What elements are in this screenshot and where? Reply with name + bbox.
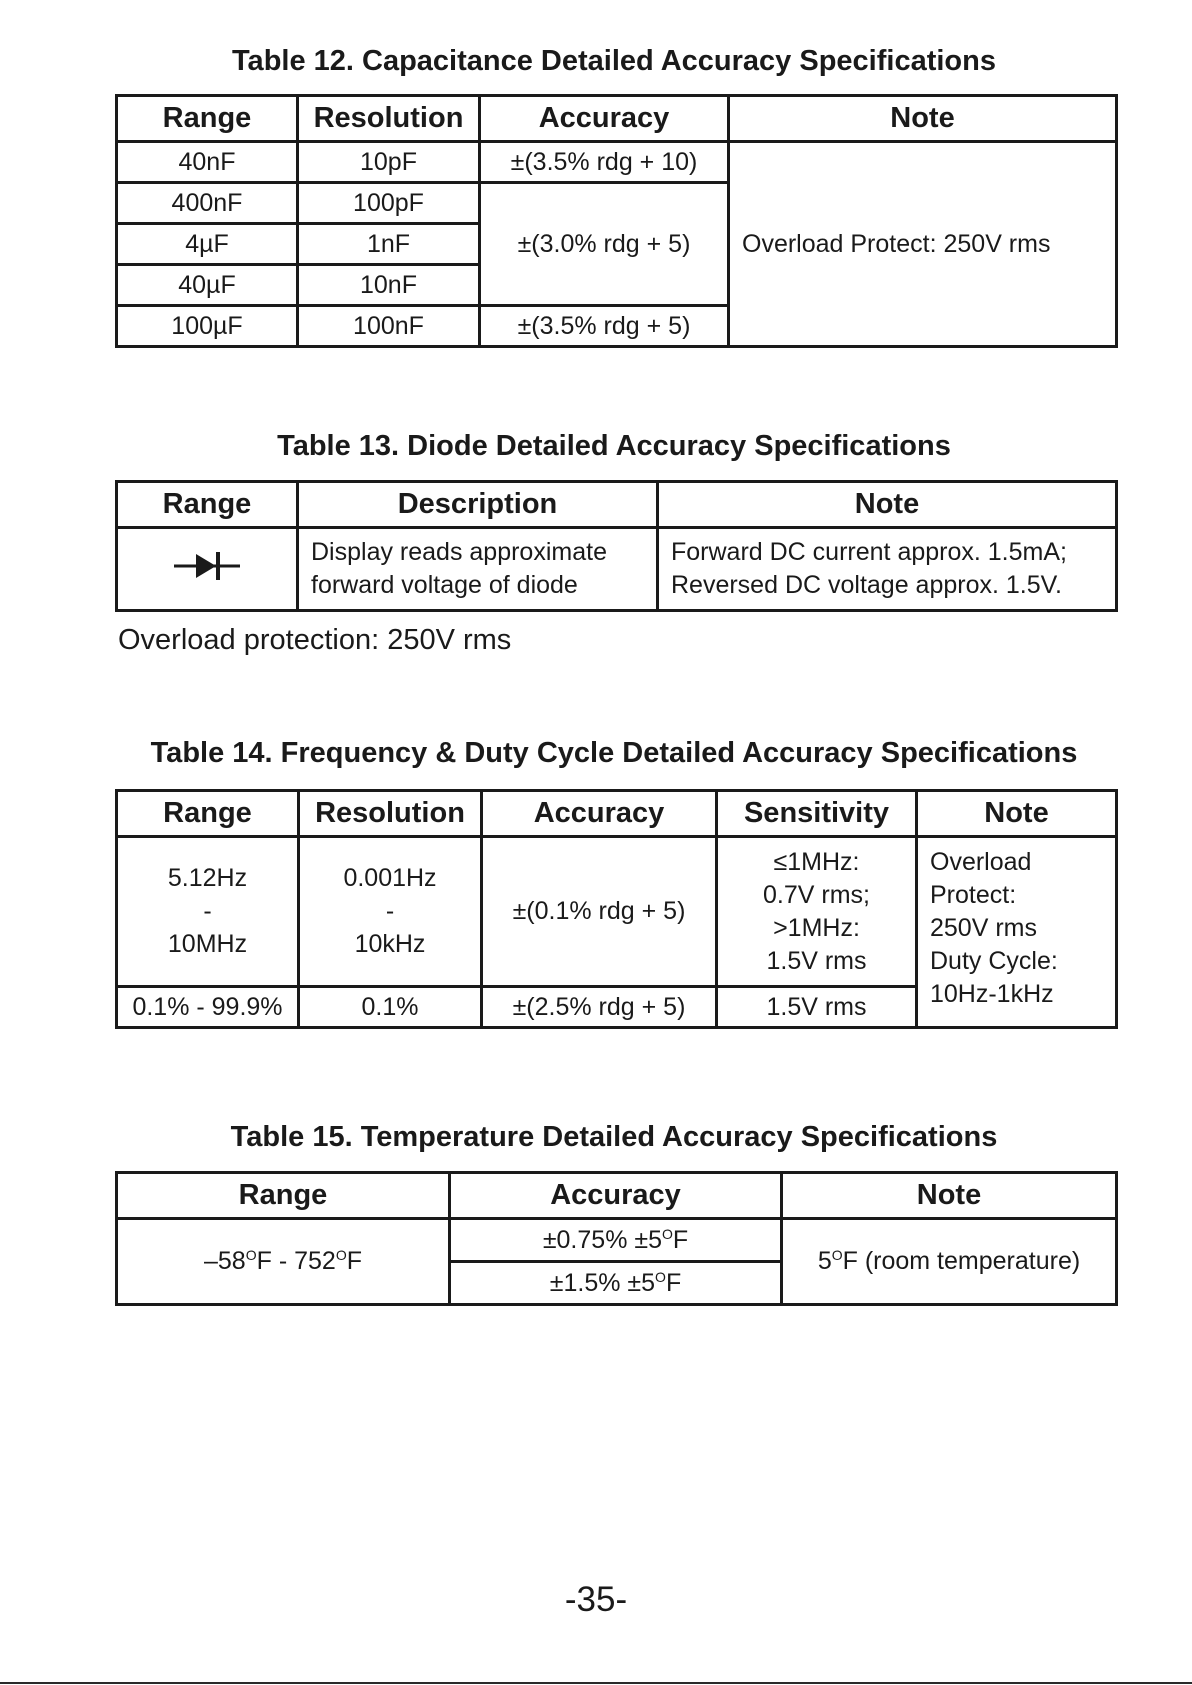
table14-title: Table 14. Frequency & Duty Cycle Detailed Accuracy Specifications bbox=[150, 737, 1078, 769]
table15-temperature bbox=[115, 1171, 1118, 1306]
accuracy-text: ±1.5% ±5 bbox=[549, 1268, 656, 1297]
table14-resolution-line: 0.001Hz bbox=[343, 864, 437, 892]
diode-symbol-icon bbox=[172, 546, 242, 586]
table14-range-line: 10MHz bbox=[167, 930, 248, 958]
table12-range-cell: 100µF bbox=[117, 306, 298, 347]
table-row bbox=[117, 528, 1117, 611]
table12-title: Table 12. Capacitance Detailed Accuracy Specifications bbox=[232, 45, 996, 77]
table14-sensitivity-cell bbox=[717, 837, 917, 987]
table13-note-cell bbox=[658, 528, 1117, 611]
degree-mark: O bbox=[245, 1247, 257, 1263]
table-row bbox=[117, 1219, 1117, 1262]
table14-note-line: 250V rms bbox=[930, 914, 1037, 942]
degree-mark: O bbox=[335, 1247, 347, 1263]
unit-text: F bbox=[672, 1225, 689, 1254]
table12-resolution-cell: 100pF bbox=[298, 183, 480, 224]
table12-resolution-cell: 10pF bbox=[298, 142, 480, 183]
table12-resolution-cell: 10nF bbox=[298, 265, 480, 306]
accuracy-text: ±0.75% ±5 bbox=[542, 1225, 662, 1254]
table12-resolution-cell: 100nF bbox=[298, 306, 480, 347]
table12-range-cell: 40nF bbox=[117, 142, 298, 183]
table13-header-note: Note bbox=[658, 482, 1117, 528]
bottom-rule bbox=[0, 1682, 1192, 1684]
table15-title: Table 15. Temperature Detailed Accuracy Specifications bbox=[230, 1121, 998, 1153]
table15-accuracy-cell bbox=[450, 1219, 782, 1262]
table13-overload-note: Overload protection: 250V rms bbox=[118, 624, 512, 656]
degree-mark: O bbox=[655, 1268, 666, 1285]
table12-header-resolution: Resolution bbox=[298, 96, 480, 142]
degree-mark: O bbox=[662, 1225, 673, 1242]
table15-accuracy-cell bbox=[450, 1262, 782, 1305]
table15-note-cell bbox=[782, 1219, 1117, 1305]
table13-description-line: forward voltage of diode bbox=[311, 571, 578, 599]
table14-sensitivity-cell: 1.5V rms bbox=[717, 987, 917, 1028]
table12-range-cell: 4µF bbox=[117, 224, 298, 265]
table15-range-cell bbox=[117, 1219, 450, 1305]
table13-description-line: Display reads approximate bbox=[311, 538, 607, 566]
table14-header-sensitivity: Sensitivity bbox=[717, 791, 917, 837]
table13-header-description: Description bbox=[298, 482, 658, 528]
table12-accuracy-cell: ±(3.5% rdg + 10) bbox=[480, 142, 729, 183]
table12-note-cell: Overload Protect: 250V rms bbox=[729, 142, 1117, 347]
table14-header-range: Range bbox=[117, 791, 299, 837]
table12-range-cell: 40µF bbox=[117, 265, 298, 306]
table-row bbox=[117, 837, 1117, 987]
table13-range-cell bbox=[117, 528, 298, 611]
table14-resolution-line: - bbox=[385, 897, 395, 925]
table-row bbox=[117, 142, 1117, 183]
range-text: F bbox=[346, 1247, 362, 1275]
note-text: 5 bbox=[817, 1247, 832, 1275]
unit-text: F bbox=[665, 1268, 682, 1297]
table14-range-line: 5.12Hz bbox=[167, 864, 248, 892]
table14-note-cell bbox=[917, 837, 1117, 1028]
table12-capacitance bbox=[115, 94, 1118, 348]
table15-header-accuracy: Accuracy bbox=[450, 1173, 782, 1219]
table14-resolution-line: 10kHz bbox=[354, 930, 426, 958]
table14-header-resolution: Resolution bbox=[299, 791, 482, 837]
degree-mark: O bbox=[831, 1247, 843, 1263]
table14-note-line: 10Hz-1kHz bbox=[930, 980, 1054, 1008]
table14-sensitivity-line: 0.7V rms; bbox=[763, 880, 870, 909]
table12-accuracy-cell: ±(3.5% rdg + 5) bbox=[480, 306, 729, 347]
table14-note-line: Overload bbox=[930, 848, 1032, 876]
table14-note-line: Duty Cycle: bbox=[930, 947, 1058, 975]
table13-title: Table 13. Diode Detailed Accuracy Specifications bbox=[277, 430, 951, 462]
table14-header-note: Note bbox=[917, 791, 1117, 837]
table14-resolution-cell bbox=[299, 837, 482, 987]
table14-header-accuracy: Accuracy bbox=[482, 791, 717, 837]
table14-note-line: Protect: bbox=[930, 881, 1017, 909]
table12-header-note: Note bbox=[729, 96, 1117, 142]
table12-accuracy-cell: ±(3.0% rdg + 5) bbox=[480, 183, 729, 306]
table14-sensitivity-line: >1MHz: bbox=[773, 913, 860, 942]
table14-resolution-cell: 0.1% bbox=[299, 987, 482, 1028]
table13-diode bbox=[115, 480, 1118, 612]
table13-description-cell bbox=[298, 528, 658, 611]
page-number: -35- bbox=[564, 1580, 628, 1619]
table12-header-range: Range bbox=[117, 96, 298, 142]
table12-resolution-cell: 1nF bbox=[298, 224, 480, 265]
table15-header-note: Note bbox=[782, 1173, 1117, 1219]
table14-range-cell: 0.1% - 99.9% bbox=[117, 987, 299, 1028]
table14-range-line: - bbox=[203, 897, 212, 925]
table14-frequency bbox=[115, 789, 1118, 1029]
table13-note-line: Reversed DC voltage approx. 1.5V. bbox=[671, 571, 1062, 599]
table12-header-accuracy: Accuracy bbox=[480, 96, 729, 142]
note-text: F (room temperature) bbox=[842, 1247, 1081, 1275]
table12-range-cell: 400nF bbox=[117, 183, 298, 224]
range-text: –58 bbox=[204, 1247, 246, 1275]
range-text: F - 752 bbox=[256, 1247, 336, 1275]
table14-range-cell bbox=[117, 837, 299, 987]
table14-sensitivity-line: ≤1MHz: bbox=[773, 847, 860, 876]
table13-header-range: Range bbox=[117, 482, 298, 528]
table13-note-line: Forward DC current approx. 1.5mA; bbox=[671, 538, 1067, 566]
table15-header-range: Range bbox=[117, 1173, 450, 1219]
table14-accuracy-cell: ±(2.5% rdg + 5) bbox=[482, 987, 717, 1028]
table14-accuracy-cell: ±(0.1% rdg + 5) bbox=[482, 837, 717, 987]
table14-sensitivity-line: 1.5V rms bbox=[766, 946, 867, 975]
